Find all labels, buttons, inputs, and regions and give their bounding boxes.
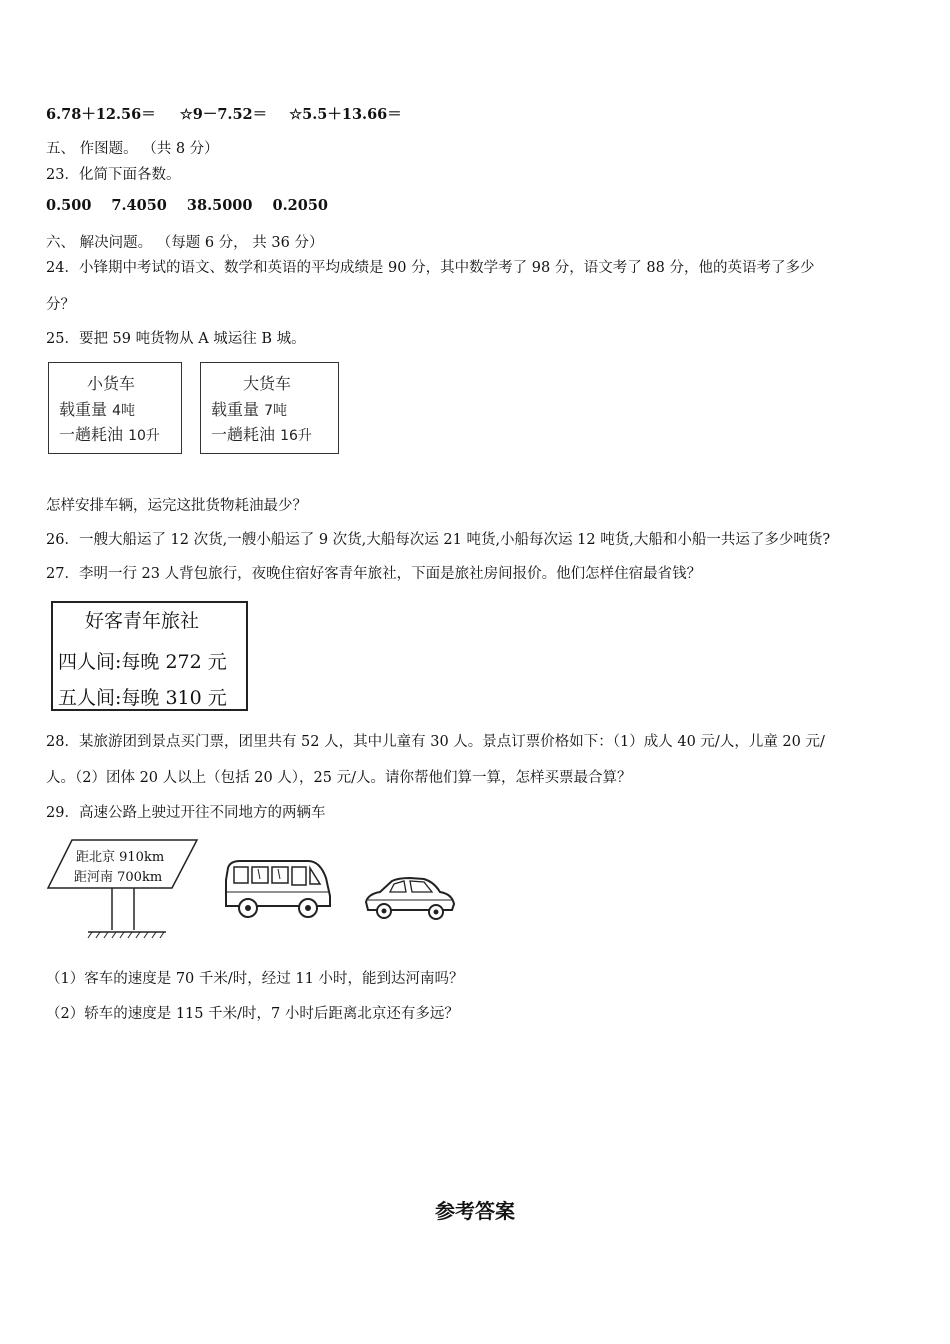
question-24-line-1: 24．小锋期中考试的语文、数学和英语的平均成绩是 90 分，其中数学考了 98 分，语文考了 88 分，他的英语考了多少 [46, 260, 815, 276]
small-truck-load [59, 397, 135, 420]
small-truck-fuel-label: 一趟耗油 [59, 425, 124, 444]
sign-henan-distance: 距河南 700km [74, 870, 163, 885]
hostel-name: 好客青年旅社 [85, 610, 200, 632]
big-truck-card [200, 362, 339, 454]
question-29-sub-1: （1）客车的速度是 70 千米/时，经过 11 小时，能到达河南吗？ [46, 971, 464, 987]
small-truck-load-label: 载重量 [59, 400, 108, 419]
calc-item-3: ☆5.5＋13.66＝ [289, 106, 402, 123]
car-icon [362, 876, 458, 924]
big-truck-fuel-value: 16升 [280, 428, 312, 444]
question-29: 29．高速公路上驶过开往不同地方的两辆车 [46, 805, 326, 821]
q23-number: 7.4050 [111, 197, 167, 214]
question-25-ask: 怎样安排车辆，运完这批货物耗油最少？ [46, 498, 307, 514]
question-29-sub-2: （2）轿车的速度是 115 千米/时，7 小时后距离北京还有多远？ [46, 1006, 459, 1022]
answers-title: 参考答案 [435, 1199, 515, 1223]
question-26: 26．一艘大船运了 12 次货,一艘小船运了 9 次货,大船每次运 21 吨货,小船每次运 12 吨货,大船和小船一共运了多少吨货? [46, 532, 831, 548]
q23-numbers [46, 197, 328, 214]
hostel-price-card [51, 601, 248, 711]
big-truck-fuel-label: 一趟耗油 [211, 425, 276, 444]
highway-sign [44, 838, 204, 940]
big-truck-fuel [211, 422, 312, 445]
hostel-room-5: 五人间:每晚 310 元 [58, 687, 227, 709]
question-25: 25．要把 59 吨货物从 A 城运往 B 城。 [46, 331, 306, 347]
calc-item-2: ☆9－7.52＝ [179, 106, 268, 123]
small-truck-load-value: 4吨 [112, 403, 136, 419]
big-truck-load-value: 7吨 [264, 403, 288, 419]
hostel-room-4: 四人间:每晚 272 元 [58, 651, 227, 673]
question-27: 27．李明一行 23 人背包旅行，夜晚住宿好客青年旅社，下面是旅社房间报价。他们怎样住宿最省钱？ [46, 566, 702, 582]
small-truck-card [48, 362, 182, 454]
big-truck-title: 大货车 [243, 374, 292, 393]
bus-icon [222, 858, 334, 922]
sign-beijing-distance: 距北京 910km [76, 850, 165, 865]
calc-item-1: 6.78＋12.56＝ [46, 106, 156, 123]
big-truck-load [211, 397, 287, 420]
question-24-line-2: 分？ [46, 297, 75, 313]
section-5-heading: 五、 作图题。 （共 8 分） [46, 141, 219, 157]
question-28-line-2: 人。（2）团体 20 人以上（包括 20 人），25 元/人。请你帮他们算一算，怎样买票最合算？ [46, 770, 632, 786]
q23-number: 0.2050 [272, 197, 328, 214]
big-truck-load-label: 载重量 [211, 400, 260, 419]
calc-row [46, 103, 402, 124]
small-truck-title: 小货车 [87, 374, 136, 393]
section-6-heading: 六、 解决问题。 （每题 6 分， 共 36 分） [46, 235, 324, 251]
q23-number: 0.500 [46, 197, 92, 214]
small-truck-fuel-value: 10升 [128, 428, 160, 444]
q23-number: 38.5000 [186, 197, 253, 214]
question-23: 23．化简下面各数。 [46, 167, 181, 183]
question-28-line-1: 28．某旅游团到景点买门票，团里共有 52 人，其中儿童有 30 人。景点订票价格如下：（1）成人 40 元/人，儿童 20 元/ [46, 734, 825, 750]
small-truck-fuel [59, 422, 160, 445]
